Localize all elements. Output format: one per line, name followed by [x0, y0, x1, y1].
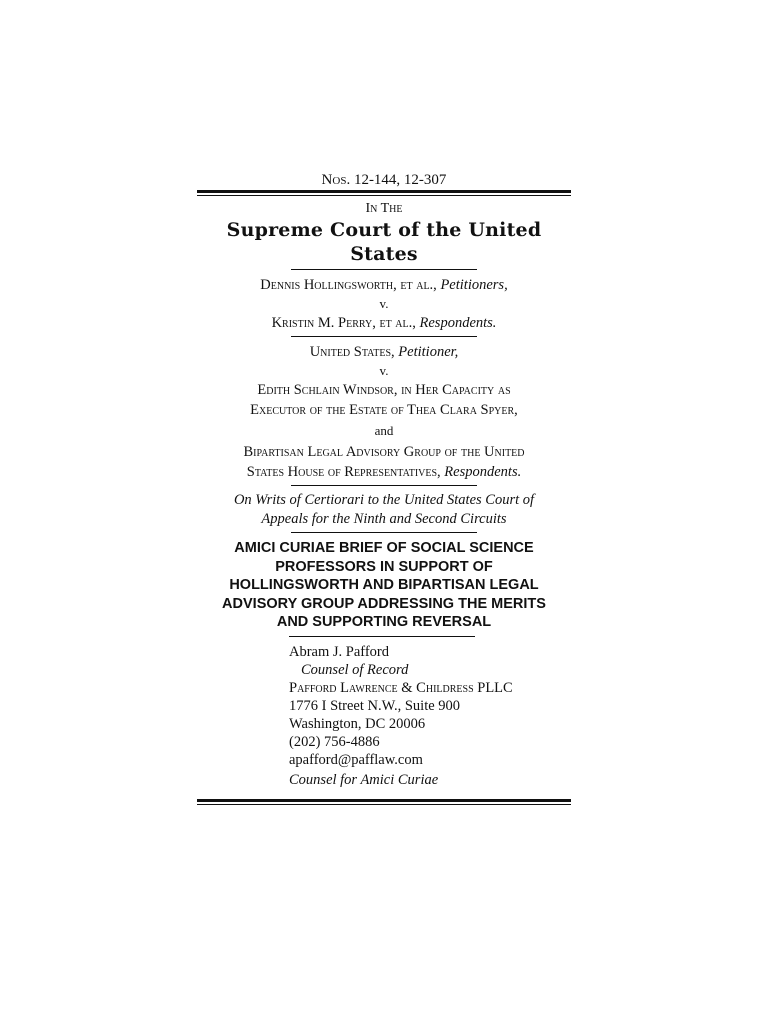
- respondent-line-3b: [197, 462, 571, 482]
- respondent-name: States House of Representatives,: [246, 464, 441, 480]
- respondent-role: Respondents.: [419, 315, 497, 331]
- writs-line-1: On Writs of Certiorari to the United States Court of: [233, 492, 535, 508]
- bottom-double-rule: [197, 799, 571, 805]
- phone-number: (202) 756-4886: [289, 733, 380, 750]
- counsel-divider: [289, 636, 475, 637]
- brief-title: [197, 539, 571, 632]
- counsel-block: [289, 636, 571, 789]
- divider: [291, 532, 477, 533]
- address-line-2: Washington, DC 20006: [289, 715, 426, 732]
- brief-cover: [197, 170, 571, 805]
- versus: v.: [379, 363, 389, 378]
- divider: [291, 485, 477, 486]
- court-name: Supreme Court of the United States: [226, 219, 542, 265]
- email-address: apafford@pafflaw.com: [289, 751, 423, 768]
- respondent-line-2b: Executor of the Estate of Thea Clara Spyer,: [250, 402, 518, 418]
- petitioner-name: United States,: [309, 344, 395, 360]
- writs-line-2: Appeals for the Ninth and Second Circuits: [261, 511, 507, 527]
- counsel-name: Abram J. Pafford: [289, 643, 390, 660]
- petitioner-role: Petitioner,: [398, 344, 459, 360]
- and-conjunction: and: [374, 423, 394, 438]
- versus: v.: [379, 296, 389, 311]
- respondent-line-2a: Edith Schlain Windsor, in Her Capacity as: [257, 382, 511, 398]
- brief-title-line: PROFESSORS IN SUPPORT OF: [275, 558, 493, 575]
- petitioner-line-2: [197, 342, 571, 362]
- petitioner-name: Dennis Hollingsworth, et al.,: [260, 277, 437, 293]
- divider: [291, 336, 477, 337]
- court-intro: In The: [365, 201, 403, 216]
- brief-title-line: HOLLINGSWORTH AND BIPARTISAN LEGAL: [229, 577, 539, 593]
- counsel-role: Counsel of Record: [301, 661, 409, 678]
- respondent-name: Kristin M. Perry, et al.,: [271, 315, 416, 331]
- brief-title-line: AMICI CURIAE BRIEF OF SOCIAL SCIENCE: [234, 540, 534, 556]
- brief-title-line: ADVISORY GROUP ADDRESSING THE MERITS: [222, 595, 546, 612]
- counsel-for: Counsel for Amici Curiae: [289, 771, 439, 788]
- top-double-rule: [197, 190, 571, 196]
- petitioner-line-1: [197, 275, 571, 295]
- respondent-line-1: [197, 313, 571, 333]
- respondent-role: Respondents.: [444, 464, 522, 480]
- respondent-line-3a: Bipartisan Legal Advisory Group of the United: [243, 444, 525, 460]
- brief-title-line: AND SUPPORTING REVERSAL: [276, 614, 492, 630]
- law-firm: Pafford Lawrence & Childress PLLC: [289, 679, 513, 696]
- address-line-1: 1776 I Street N.W., Suite 900: [289, 697, 461, 714]
- petitioner-role: Petitioners,: [440, 277, 508, 293]
- docket-numbers: Nos. 12-144, 12-307: [321, 172, 447, 188]
- divider: [291, 269, 477, 270]
